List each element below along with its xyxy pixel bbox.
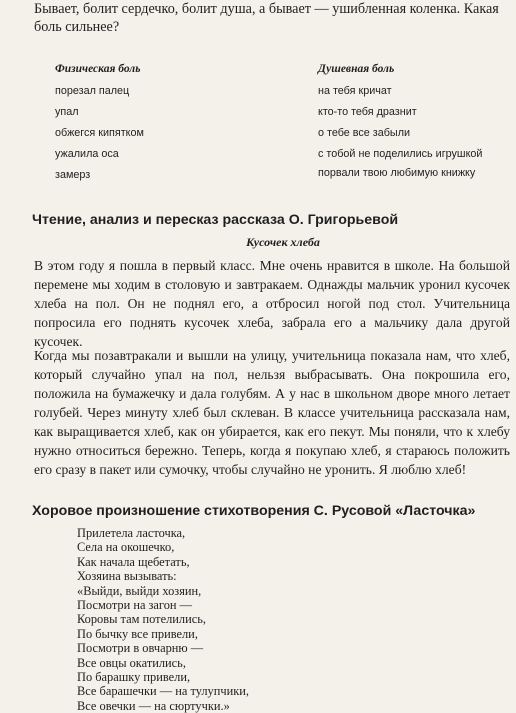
list-item: упал <box>55 106 79 118</box>
poem-line: По барашку привели, <box>77 670 191 685</box>
poem-line: Все барашечки — на тулупчики, <box>77 684 249 699</box>
list-item: с тобой не поделились игрушкой <box>318 148 483 160</box>
poem-line: Хозяина вызывать: <box>77 569 177 584</box>
poem-line: Все овцы окатились, <box>77 655 186 670</box>
intro-text: Бывает, болит сердечко, болит душа, а бывает — ушибленная коленка. Какая боль сильнее? <box>34 1 499 35</box>
list-item: замерз <box>55 169 91 181</box>
list-item: на тебя кричат <box>318 85 392 97</box>
list-item: порвали твою любимую книжку <box>318 167 476 179</box>
physical-pain-column <box>55 62 255 190</box>
section-heading-reading: Чтение, анализ и пересказ рассказа О. Григорьевой <box>32 212 399 228</box>
list-item: кто-то тебя дразнит <box>318 106 417 118</box>
poem-line: Как начала щебетать, <box>77 554 190 569</box>
emotional-pain-column <box>318 62 508 188</box>
story-paragraph: В этом году я пошла в первый класс. Мне очень нравится в школе. На большой перемене мы ходим в столовую и завтракаем. Однажды мальчик уронил кусочек хлеба на пол. Он не поднял его, а отбросил ногой под стол. Учительница попросила его поднять кусочек хлеба, забрала его а мальчику дала другой кусочек. <box>34 258 510 349</box>
list-item: порезал палец <box>55 85 130 97</box>
poem-line: По бычку все привели, <box>77 626 198 641</box>
poem-line: Все овечки — на сюртучки.» <box>77 698 230 713</box>
list-item: ужалила оса <box>55 148 119 160</box>
poem-line: Коровы там потелились, <box>77 612 206 627</box>
poem <box>77 526 497 713</box>
poem-line: Села на окошечко, <box>77 540 175 555</box>
story-paragraph: Когда мы позавтракали и вышли на улицу, учительница показала нам, что хлеб, который случайно упал на пол, нельзя выбрасывать. Она покрошила его, положила на бумажечку и дала голубям. А у нас в школьном дворе много летает голубей. Через минуту хлеб был склеван. В классе учительница рассказала нам, как выращивается хлеб, как он убирается, как его пекут. Мы поняли, что к хлебу нужно относиться бережно. Теперь, когда я покупаю хлеб, я стараюсь положить его сразу в пакет или сумочку, чтобы случайно не уронить. Я люблю хлеб! <box>34 348 510 477</box>
story-title: Кусочек хлеба <box>246 235 320 249</box>
poem-line: «Выйди, выйди хозяин, <box>77 583 202 598</box>
poem-line: Посмотри в овчарню — <box>77 641 204 656</box>
list-item: о тебе все забыли <box>318 127 411 139</box>
list-item: обжегся кипятком <box>55 127 144 139</box>
emotional-pain-title: Душевная боль <box>318 63 395 75</box>
poem-line: Прилетела ласточка, <box>77 526 186 540</box>
section-heading-poem: Хоровое произношение стихотворения С. Русовой «Ласточка» <box>32 503 476 519</box>
physical-pain-title: Физическая боль <box>55 63 141 75</box>
poem-line: Посмотри на загон — <box>77 598 193 613</box>
